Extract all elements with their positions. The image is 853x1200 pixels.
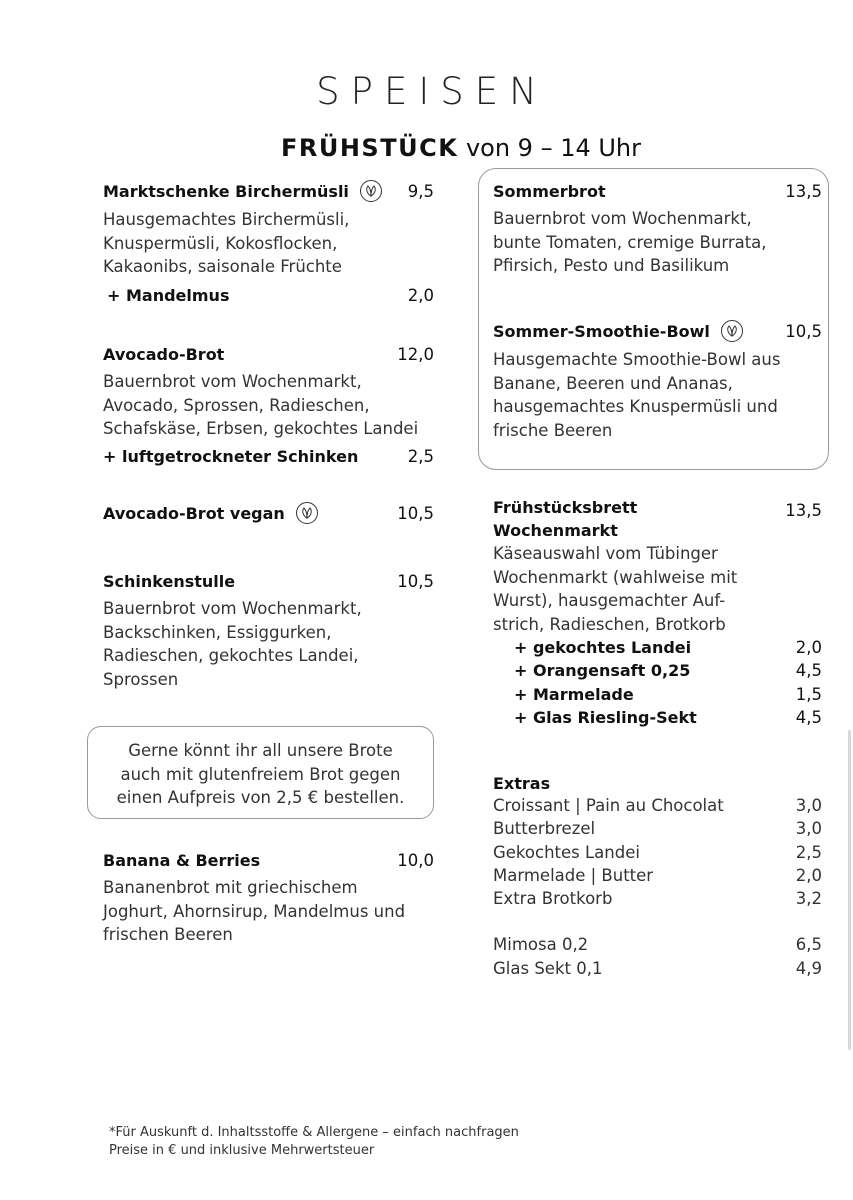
drinks-row — [493, 933, 822, 956]
item-addon — [514, 683, 822, 706]
row-price: 3,2 — [795, 889, 822, 909]
footer-line: *Für Auskunft d. Inhaltsstoffe & Allergene – einfach nachfragen — [109, 1125, 519, 1140]
item-price: 13,5 — [785, 182, 822, 201]
desc-line: Wurst), hausgemachter Auf- — [493, 591, 726, 610]
item-name: Avocado-Brot — [103, 345, 225, 364]
row-price: 6,5 — [795, 935, 822, 955]
menu-item-smoothie-bowl — [493, 320, 822, 442]
extras-title: Extras — [493, 774, 551, 793]
desc-line: strich, Radieschen, Brotkorb — [493, 614, 726, 634]
item-price: 9,5 — [407, 181, 434, 201]
item-description — [493, 207, 822, 278]
row-label: Gekochtes Landei — [493, 842, 640, 862]
menu-item-avocado-brot-vegan — [103, 502, 434, 524]
item-price: 10,5 — [397, 572, 434, 591]
extras-row — [493, 817, 822, 840]
addon-label: + Glas Riesling-Sekt — [514, 707, 697, 727]
item-description — [493, 542, 822, 636]
desc-line: Joghurt, Ahornsirup, Mandelmus und — [103, 901, 406, 921]
item-addon — [514, 706, 822, 729]
item-name: Sommerbrot — [493, 182, 606, 201]
desc-line: frische Beeren — [493, 420, 613, 440]
addon-label: + Mandelmus — [107, 285, 230, 305]
desc-line: Backschinken, Essiggurken, — [103, 622, 332, 642]
addon-label: + Marmelade — [514, 684, 634, 704]
desc-line: hausgemachtes Knuspermüsli und — [493, 397, 778, 416]
item-price: 10,5 — [397, 503, 434, 523]
item-addon — [514, 659, 822, 682]
item-addon — [514, 636, 822, 659]
addon-label: + gekochtes Landei — [514, 638, 692, 657]
note-line: Gerne könnt ihr all unsere Brote — [128, 741, 393, 760]
extras-row — [493, 887, 822, 910]
desc-line: Banane, Beeren und Ananas, — [493, 373, 733, 393]
item-description — [103, 370, 434, 441]
menu-item-banana-berries — [103, 851, 434, 947]
section-hours: von 9 – 14 Uhr — [465, 134, 642, 162]
desc-line: Schafskäse, Erbsen, gekochtes Landei — [103, 419, 419, 438]
menu-item-sommerbrot — [493, 182, 822, 278]
vegan-leaf-icon — [360, 180, 382, 202]
item-addon — [103, 447, 434, 466]
addon-label: + Orangensaft 0,25 — [514, 661, 691, 681]
item-price: 10,0 — [397, 851, 434, 870]
extras-list — [493, 794, 822, 910]
item-addon — [103, 286, 434, 305]
desc-line: Käseauswahl vom Tübinger — [493, 544, 718, 563]
drinks-list — [493, 933, 822, 980]
desc-line: bunte Tomaten, cremige Burrata, — [493, 232, 767, 252]
desc-line: Pfirsich, Pesto und Basilikum — [493, 256, 730, 275]
row-label: Mimosa 0,2 — [493, 935, 589, 955]
row-label: Marmelade | Butter — [493, 865, 654, 885]
row-price: 2,0 — [795, 865, 822, 885]
item-description — [103, 208, 434, 279]
row-label: Butterbrezel — [493, 819, 596, 839]
extras-row — [493, 794, 822, 817]
row-price: 2,5 — [795, 842, 822, 862]
extras-row — [493, 841, 822, 864]
row-price: 3,0 — [795, 819, 822, 839]
scrollbar[interactable] — [848, 730, 851, 1050]
vegan-leaf-icon — [721, 320, 743, 342]
gluten-free-note — [87, 726, 434, 819]
desc-line: Wochenmarkt (wahlweise mit — [493, 567, 738, 587]
desc-line: Bananenbrot mit griechischem — [103, 878, 358, 897]
desc-line: Hausgemachte Smoothie-Bowl aus — [493, 350, 781, 369]
desc-line: Sprossen — [103, 669, 179, 689]
extras-row — [493, 864, 822, 887]
row-label: Croissant | Pain au Chocolat — [493, 796, 724, 815]
item-name: Avocado-Brot vegan — [103, 503, 285, 523]
row-label: Glas Sekt 0,1 — [493, 958, 603, 978]
addon-price: 2,0 — [795, 638, 822, 657]
item-price: 13,5 — [785, 501, 822, 520]
row-price: 4,9 — [795, 958, 822, 978]
item-name: Frühstücksbrett — [493, 498, 638, 517]
desc-line: Knuspermüsli, Kokosflocken, — [103, 233, 338, 253]
section-heading — [0, 134, 853, 162]
footer-line: Preise in € und inklusive Mehrwertsteuer — [109, 1143, 375, 1158]
desc-line: Bauernbrot vom Wochenmarkt, — [493, 209, 752, 228]
row-label: Extra Brotkorb — [493, 889, 613, 909]
desc-line: Radieschen, gekochtes Landei, — [103, 646, 359, 665]
desc-line: Kakaonibs, saisonale Früchte — [103, 257, 342, 276]
item-name-line2: Wochenmarkt — [493, 521, 618, 540]
addon-price: 4,5 — [795, 661, 822, 681]
vegan-leaf-icon — [296, 502, 318, 524]
drinks-row — [493, 957, 822, 980]
item-description — [493, 348, 822, 442]
item-description — [103, 597, 434, 691]
menu-item-birchermuesli — [103, 180, 434, 305]
addon-list — [493, 636, 822, 729]
item-name: Marktschenke Birchermüsli — [103, 181, 349, 201]
item-description — [103, 876, 434, 947]
addon-label: + luftgetrockneter Schinken — [103, 446, 359, 466]
footer-note — [109, 1124, 519, 1160]
note-line: einen Aufpreis von 2,5 € bestellen. — [116, 788, 405, 807]
menu-item-schinkenstulle — [103, 572, 434, 691]
desc-line: Bauernbrot vom Wochenmarkt, — [103, 372, 362, 391]
item-name: Schinkenstulle — [103, 572, 236, 591]
menu-item-fruehstuecksbrett — [493, 496, 822, 729]
page-title: SPEISEN — [316, 70, 548, 113]
desc-line: Bauernbrot vom Wochenmarkt, — [103, 599, 362, 618]
item-price: 10,5 — [785, 321, 822, 341]
desc-line: Avocado, Sprossen, Radieschen, — [103, 395, 370, 415]
item-name: Banana & Berries — [103, 851, 261, 870]
menu-item-avocado-brot — [103, 345, 434, 466]
item-price: 12,0 — [397, 345, 434, 364]
desc-line: Hausgemachtes Birchermüsli, — [103, 210, 350, 229]
note-line: auch mit glutenfreiem Brot gegen — [120, 764, 401, 784]
addon-price: 2,5 — [407, 446, 434, 466]
addon-price: 4,5 — [795, 707, 822, 727]
extras-section — [493, 774, 822, 980]
addon-price: 1,5 — [795, 684, 822, 704]
row-price: 3,0 — [795, 796, 822, 815]
addon-price: 2,0 — [407, 285, 434, 305]
section-title: FRÜHSTÜCK — [280, 134, 459, 162]
item-name: Sommer-Smoothie-Bowl — [493, 321, 710, 341]
desc-line: frischen Beeren — [103, 925, 233, 944]
